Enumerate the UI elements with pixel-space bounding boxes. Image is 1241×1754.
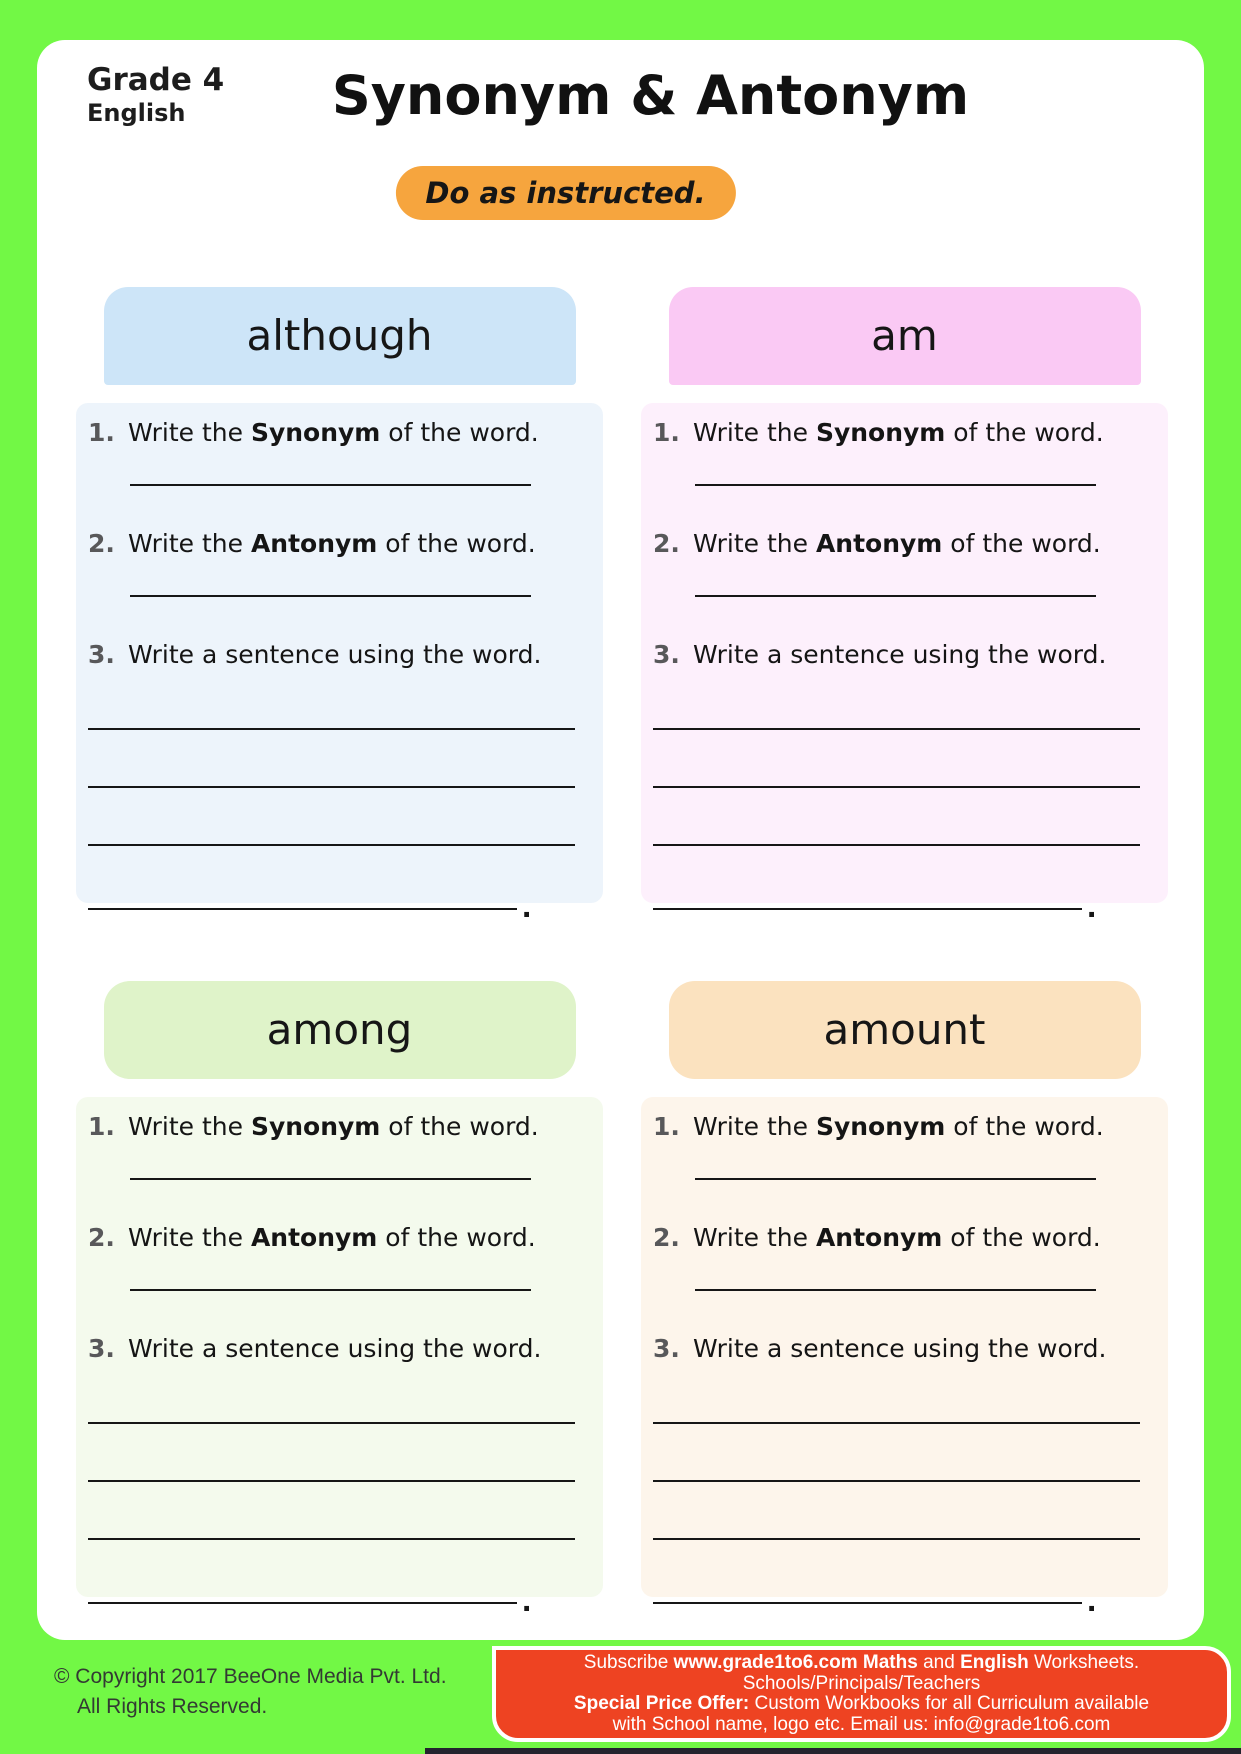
grade-label: Grade 4 xyxy=(87,62,225,98)
prompt-text xyxy=(128,1222,536,1253)
prompt-pre: Write a sentence using the word. xyxy=(693,1334,1107,1363)
prompt-number: 2. xyxy=(653,529,680,558)
sentence-final-line xyxy=(653,1587,1140,1618)
prompt-pre: Write a sentence using the word. xyxy=(693,640,1107,669)
prompt-text xyxy=(128,639,541,670)
sentence-end-period: . xyxy=(1086,1587,1097,1618)
word-card-am xyxy=(641,287,1168,924)
instruction-banner: Do as instructed. xyxy=(395,166,735,220)
prompt-text xyxy=(693,1333,1106,1364)
sentence-writing-line xyxy=(653,786,1140,788)
synonym-answer-line xyxy=(130,484,531,486)
synonym-answer-line xyxy=(695,484,1096,486)
antonym-answer-line xyxy=(695,1289,1096,1291)
prompt-number: 1. xyxy=(88,418,115,447)
prompt-number: 2. xyxy=(653,1223,680,1252)
prompt-keyword: Synonym xyxy=(250,418,381,447)
prompt-keyword: Synonym xyxy=(250,1112,381,1141)
word-card-body xyxy=(641,1097,1168,1618)
copyright-line: © Copyright 2017 BeeOne Media Pvt. Ltd. xyxy=(54,1665,447,1688)
word-card-title: am xyxy=(669,287,1141,385)
sentence-writing-line xyxy=(653,1594,1082,1604)
synonym-answer-line xyxy=(695,1178,1096,1180)
promo-line-subscribe xyxy=(508,1653,1215,1674)
sentence-writing-line xyxy=(653,1480,1140,1482)
word-card-body xyxy=(641,403,1168,924)
word-card-among xyxy=(76,981,603,1618)
sentence-writing-line xyxy=(653,900,1082,910)
prompt-post: of the word. xyxy=(945,1112,1104,1141)
promo-banner xyxy=(492,1646,1231,1742)
prompt-number: 2. xyxy=(88,1223,115,1252)
prompt-number: 3. xyxy=(653,640,680,669)
prompt-pre: Write a sentence using the word. xyxy=(128,640,542,669)
promo-line-offer xyxy=(508,1694,1215,1715)
page-title: Synonym & Antonym xyxy=(331,64,970,127)
sentence-writing-line xyxy=(653,728,1140,730)
subject-label: English xyxy=(87,99,186,127)
promo-line-contact: with School name, logo etc. Email us: info@grade1to6.com xyxy=(612,1713,1111,1735)
prompt-number: 1. xyxy=(653,418,680,447)
antonym-answer-line xyxy=(130,595,531,597)
prompt-post: of the word. xyxy=(380,1112,539,1141)
prompt-pre: Write the xyxy=(128,418,251,447)
prompt-sentence xyxy=(653,1333,1140,1364)
prompt-pre: Write the xyxy=(128,1223,251,1252)
word-card-body xyxy=(76,1097,603,1618)
prompt-post: of the word. xyxy=(377,529,536,558)
prompt-number: 1. xyxy=(653,1112,680,1141)
prompt-text xyxy=(693,417,1104,448)
antonym-answer-line xyxy=(695,595,1096,597)
word-card-title: although xyxy=(104,287,576,385)
prompt-keyword: Synonym xyxy=(815,1112,946,1141)
promo-text: and xyxy=(917,1652,961,1673)
promo-text: Worksheets. xyxy=(1028,1652,1140,1673)
worksheet-sheet xyxy=(37,40,1204,1640)
prompt-post: of the word. xyxy=(380,418,539,447)
copyright-line: All Rights Reserved. xyxy=(77,1695,268,1718)
prompt-pre: Write the xyxy=(128,529,251,558)
prompt-keyword: Antonym xyxy=(250,529,378,558)
prompt-number: 3. xyxy=(653,1334,680,1363)
sentence-final-line xyxy=(88,1587,575,1618)
sentence-final-line xyxy=(88,893,575,924)
prompt-antonym xyxy=(88,528,575,559)
sentence-writing-line xyxy=(88,844,575,846)
sentence-end-period: . xyxy=(1086,893,1097,924)
prompt-text xyxy=(693,1111,1104,1142)
antonym-answer-line xyxy=(130,1289,531,1291)
sentence-writing-line xyxy=(653,1538,1140,1540)
prompt-pre: Write the xyxy=(693,418,816,447)
sentence-writing-line xyxy=(88,786,575,788)
prompt-text xyxy=(128,1111,539,1142)
prompt-sentence xyxy=(88,639,575,670)
prompt-antonym xyxy=(653,528,1140,559)
sentence-writing-line xyxy=(88,1594,517,1604)
prompt-text xyxy=(693,639,1106,670)
word-card-although xyxy=(76,287,603,924)
prompt-synonym xyxy=(88,417,575,448)
prompt-text xyxy=(693,528,1101,559)
prompt-antonym xyxy=(88,1222,575,1253)
word-card-title: amount xyxy=(669,981,1141,1079)
prompt-text xyxy=(693,1222,1101,1253)
promo-text-bold: English xyxy=(960,1652,1029,1673)
prompt-pre: Write the xyxy=(693,1223,816,1252)
prompt-number: 3. xyxy=(88,1334,115,1363)
prompt-post: of the word. xyxy=(942,529,1101,558)
promo-text: Subscribe xyxy=(583,1652,674,1673)
prompt-antonym xyxy=(653,1222,1140,1253)
promo-site-link: www.grade1to6.com Maths xyxy=(673,1652,918,1673)
word-card-body xyxy=(76,403,603,924)
sentence-writing-line xyxy=(653,1422,1140,1424)
copyright-notice xyxy=(54,1662,447,1722)
prompt-keyword: Antonym xyxy=(815,1223,943,1252)
bottom-edge-strip xyxy=(425,1748,1241,1754)
prompt-number: 1. xyxy=(88,1112,115,1141)
prompt-number: 2. xyxy=(88,529,115,558)
prompt-keyword: Antonym xyxy=(250,1223,378,1252)
sentence-writing-line xyxy=(653,844,1140,846)
sentence-writing-line xyxy=(88,728,575,730)
sentence-writing-line xyxy=(88,1480,575,1482)
prompt-post: of the word. xyxy=(945,418,1104,447)
word-cards-grid xyxy=(76,287,1168,1618)
prompt-synonym xyxy=(653,417,1140,448)
prompt-keyword: Synonym xyxy=(815,418,946,447)
prompt-text xyxy=(128,1333,541,1364)
sentence-writing-line xyxy=(88,900,517,910)
sentence-writing-line xyxy=(88,1422,575,1424)
promo-line-audience: Schools/Principals/Teachers xyxy=(742,1672,981,1694)
prompt-pre: Write the xyxy=(693,1112,816,1141)
prompt-sentence xyxy=(88,1333,575,1364)
prompt-synonym xyxy=(88,1111,575,1142)
prompt-number: 3. xyxy=(88,640,115,669)
word-card-amount xyxy=(641,981,1168,1618)
synonym-answer-line xyxy=(130,1178,531,1180)
promo-offer-label: Special Price Offer: xyxy=(573,1693,750,1714)
prompt-pre: Write the xyxy=(128,1112,251,1141)
word-card-title: among xyxy=(104,981,576,1079)
prompt-pre: Write the xyxy=(693,529,816,558)
sentence-end-period: . xyxy=(521,1587,532,1618)
prompt-pre: Write a sentence using the word. xyxy=(128,1334,542,1363)
prompt-text xyxy=(128,417,539,448)
sentence-final-line xyxy=(653,893,1140,924)
prompt-keyword: Antonym xyxy=(815,529,943,558)
prompt-text xyxy=(128,528,536,559)
sentence-end-period: . xyxy=(521,893,532,924)
prompt-synonym xyxy=(653,1111,1140,1142)
promo-text: Custom Workbooks for all Curriculum available xyxy=(749,1693,1150,1714)
prompt-sentence xyxy=(653,639,1140,670)
prompt-post: of the word. xyxy=(377,1223,536,1252)
prompt-post: of the word. xyxy=(942,1223,1101,1252)
sentence-writing-line xyxy=(88,1538,575,1540)
